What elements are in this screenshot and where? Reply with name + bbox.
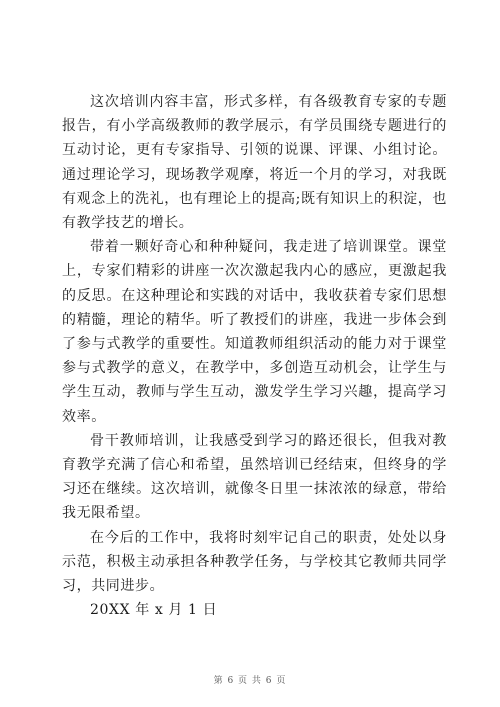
paragraph-3: 骨干教师培训，让我感受到学习的路还很长，但我对教育教学充满了信心和希望，虽然培训已经结束，但终身的学习还在继续。这次培训，就像冬日里一抹浓浓的绿意，带给我无限希望。 — [62, 432, 447, 522]
document-body — [62, 90, 447, 622]
signoff-date: 20XX 年 x 月 1 日 — [90, 602, 218, 619]
paragraph-2: 带着一颗好奇心和种种疑问，我走进了培训课堂。课堂上，专家们精彩的讲座一次次激起我内心的感应，更激起我的反思。在这种理论和实践的对话中，我收获着专家们思想的精髓，理论的精华。听了教授们的讲座，我进一步体会到了参与式教学的重要性。知道教师组织活动的能力对于课堂参与式教学的意义，在教学中，多创造互动机会，让学生与学生互动，教师与学生互动，激发学生学习兴趣，提高学习效率。 — [62, 239, 447, 425]
paragraph-1: 这次培训内容丰富，形式多样，有各级教育专家的专题报告，有小学高级教师的教学展示，有学员围绕专题进行的互动讨论，更有专家指导、引领的说课、评课、小组讨论。通过理论学习，现场教学观摩，将近一个月的学习，对我既有观念上的洗礼，也有理论上的提高;既有知识上的积淀，也有教学技艺的增长。 — [62, 94, 447, 232]
page-number-footer: 第 6 页 共 6 页 — [213, 676, 287, 686]
paragraph-4: 在今后的工作中，我将时刻牢记自己的职责，处处以身示范，积极主动承担各种教学任务，与学校其它教师共同学习，共同进步。 — [62, 529, 447, 595]
